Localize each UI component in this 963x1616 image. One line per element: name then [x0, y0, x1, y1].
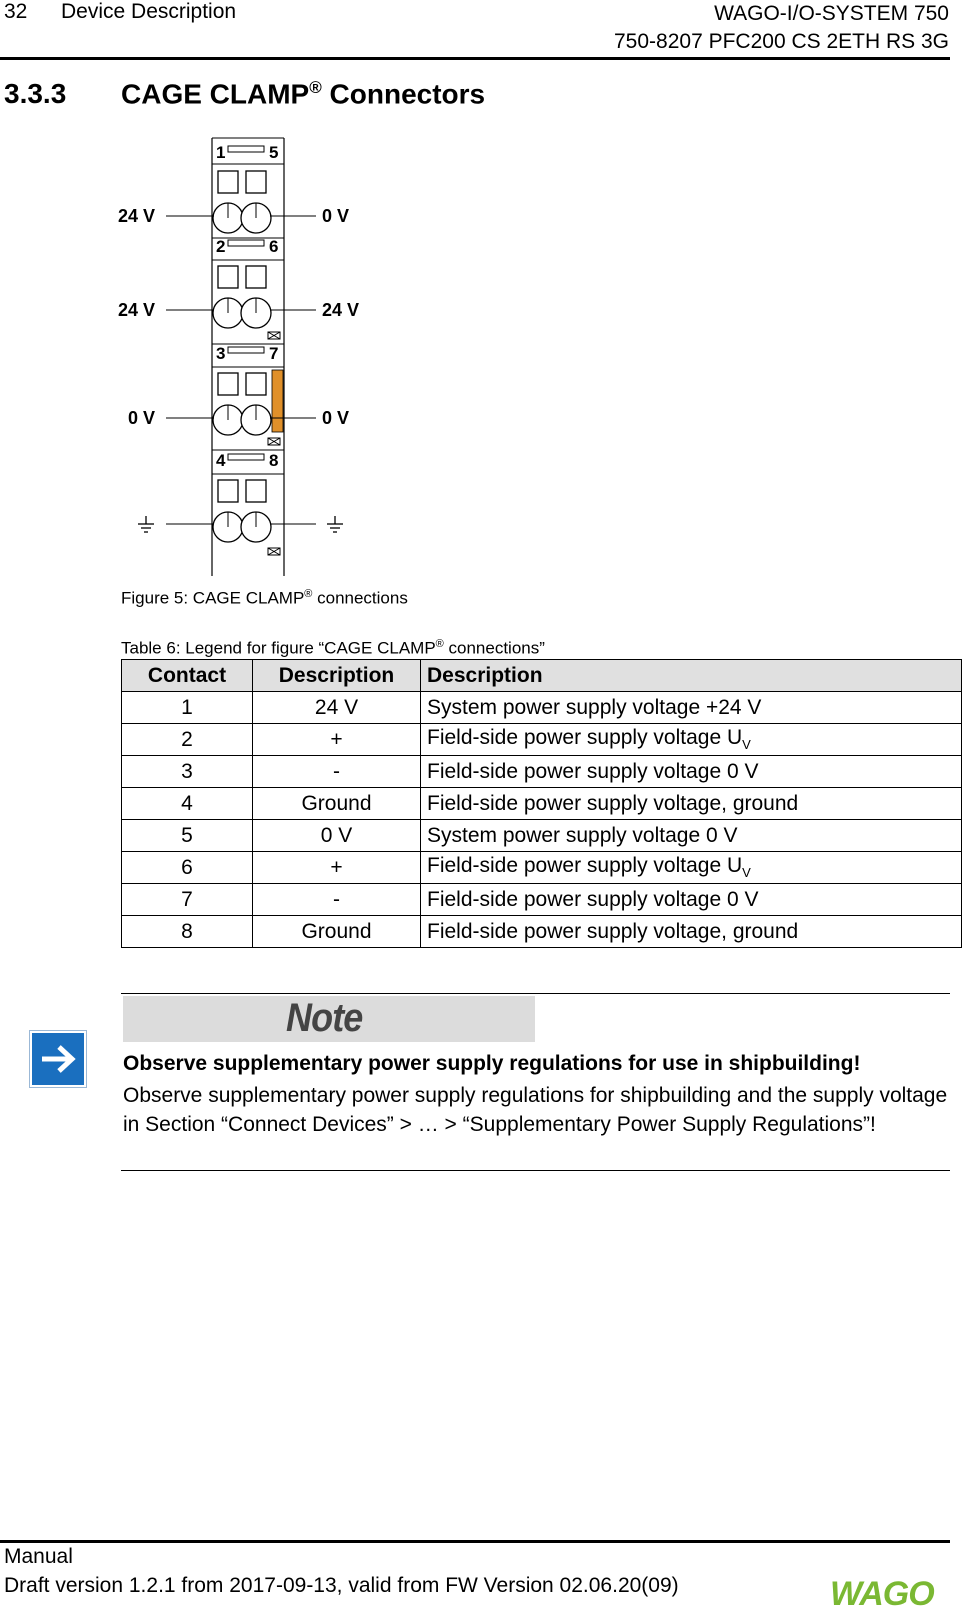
cell-description: Field-side power supply voltage $U_V$ [421, 852, 962, 884]
registered-mark: ® [309, 78, 322, 97]
cell-signal: + [253, 852, 421, 884]
terminal-6-number: 6 [269, 237, 279, 256]
terminal-3-number: 3 [216, 344, 226, 363]
label-left-2: 24 V [118, 300, 156, 320]
table-row [122, 916, 962, 948]
section-number: 3.3.3 [4, 78, 67, 110]
note-title: Observe supplementary power supply regulations for use in shipbuilding! [123, 1052, 861, 1075]
table-row [122, 852, 962, 884]
column-header-description: Description [253, 660, 421, 692]
footer-version: Draft version 1.2.1 from 2017-09-13, valid from FW Version 02.06.20(09) [4, 1574, 679, 1597]
table-row [122, 756, 962, 788]
label-left-1: 24 V [118, 206, 156, 226]
cell-description: Field-side power supply voltage $U_V$ [421, 724, 962, 756]
cell-description: Field-side power supply voltage 0 V [421, 884, 962, 916]
column-header-description: Description [421, 660, 962, 692]
table-row [122, 788, 962, 820]
accent-bar [272, 370, 283, 432]
cell-contact: 3 [122, 756, 253, 788]
cage-clamp-diagram [110, 136, 410, 578]
label-left-3: 0 V [128, 408, 156, 428]
terminal-block-1 [212, 143, 284, 238]
section-heading [4, 78, 485, 110]
cell-signal: 24 V [253, 692, 421, 724]
terminal-8-number: 8 [269, 451, 279, 470]
svg-text:WAGO: WAGO [830, 1575, 934, 1612]
page-header-right [614, 0, 949, 56]
column-header-contact: Contact [122, 660, 253, 692]
cell-contact: 5 [122, 820, 253, 852]
legend-table [121, 659, 962, 948]
terminal-2-number: 2 [216, 237, 226, 256]
cell-signal: + [253, 724, 421, 756]
cell-signal: - [253, 756, 421, 788]
terminal-block-2 [212, 237, 284, 344]
header-section: Device Description [61, 0, 237, 23]
table-caption [121, 638, 545, 659]
figure-caption-text: Figure 5: CAGE CLAMP [121, 588, 305, 608]
arrow-right-icon [29, 1030, 87, 1088]
cell-contact: 7 [122, 884, 253, 916]
table-row [122, 820, 962, 852]
terminal-4-number: 4 [216, 451, 226, 470]
figure-caption-rest: connections [312, 588, 408, 608]
section-title-rest: Connectors [321, 78, 486, 110]
label-right-3: 0 V [322, 408, 350, 428]
cell-signal: - [253, 884, 421, 916]
terminal-5-number: 5 [269, 143, 279, 162]
note-body: Observe supplementary power supply regulations for shipbuilding and the supply voltage in Section “Connect Devices” > … > “Supplementary Power Supply Regulations”! [123, 1084, 948, 1136]
table-row [122, 884, 962, 916]
cell-signal: 0 V [253, 820, 421, 852]
header-rule [0, 57, 950, 60]
page-number: 32 [4, 0, 28, 23]
wago-logo [828, 1572, 948, 1612]
terminal-1-number: 1 [216, 143, 226, 162]
label-right-1: 0 V [322, 206, 350, 226]
footer-rule [0, 1540, 950, 1543]
cell-contact: 4 [122, 788, 253, 820]
ground-icon [138, 516, 154, 532]
table-header-row [122, 660, 962, 692]
cell-description: Field-side power supply voltage, ground [421, 788, 962, 820]
cell-contact: 6 [122, 852, 253, 884]
cell-description: Field-side power supply voltage 0 V [421, 756, 962, 788]
cell-signal: Ground [253, 916, 421, 948]
registered-mark: ® [304, 588, 313, 600]
header-product-line1: WAGO-I/O-SYSTEM 750 [714, 2, 949, 25]
note-top-rule [121, 993, 950, 994]
table-row [122, 692, 962, 724]
figure-caption [121, 588, 408, 609]
terminal-block-4 [212, 451, 284, 555]
cell-signal: Ground [253, 788, 421, 820]
cell-description: Field-side power supply voltage, ground [421, 916, 962, 948]
cell-description: System power supply voltage 0 V [421, 820, 962, 852]
ground-icon [327, 516, 343, 532]
cell-contact: 8 [122, 916, 253, 948]
terminal-block-3 [212, 344, 284, 450]
note-bottom-rule [121, 1170, 950, 1171]
cell-description: System power supply voltage +24 V [421, 692, 962, 724]
table-caption-text: Table 6: Legend for figure “CAGE CLAMP [121, 638, 436, 658]
page-header-left [4, 0, 236, 24]
registered-mark: ® [435, 638, 444, 650]
cell-contact: 2 [122, 724, 253, 756]
cell-contact: 1 [122, 692, 253, 724]
footer-manual: Manual [4, 1545, 73, 1568]
note-label: Note [286, 996, 363, 1040]
table-row [122, 724, 962, 756]
header-product-line2: 750-8207 PFC200 CS 2ETH RS 3G [614, 30, 949, 53]
label-right-2: 24 V [322, 300, 360, 320]
table-caption-rest: connections” [443, 638, 545, 658]
terminal-7-number: 7 [269, 344, 279, 363]
section-title: CAGE CLAMP [121, 78, 310, 110]
